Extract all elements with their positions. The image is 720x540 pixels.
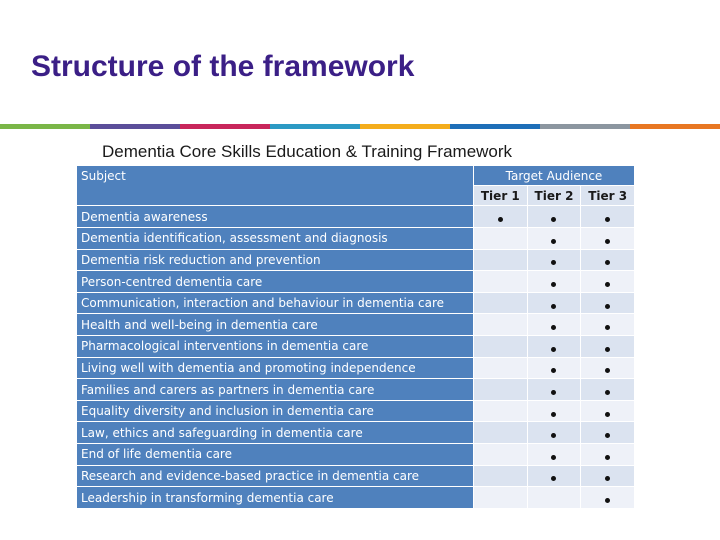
subject-cell: Leadership in transforming dementia care [77, 487, 474, 509]
tier-1-cell [474, 206, 528, 228]
bullet-dot-icon [551, 347, 556, 352]
target-audience-header: Target Audience [474, 166, 635, 186]
subject-cell: Dementia identification, assessment and diagnosis [77, 227, 474, 249]
subject-cell: Communication, interaction and behaviour in dementia care [77, 292, 474, 314]
slide-title: Structure of the framework [31, 50, 415, 83]
tier-1-cell [474, 336, 528, 358]
tier-3-cell [581, 314, 635, 336]
bullet-dot-icon [605, 498, 610, 503]
bullet-dot-icon [551, 368, 556, 373]
tier-2-cell [527, 465, 581, 487]
bullet-dot-icon [551, 412, 556, 417]
tier-3-cell [581, 400, 635, 422]
table-row [77, 314, 635, 336]
tier-2-cell [527, 379, 581, 401]
table-row [77, 422, 635, 444]
table-row [77, 444, 635, 466]
bullet-dot-icon [605, 239, 610, 244]
tier-3-cell [581, 357, 635, 379]
tier-1-cell [474, 487, 528, 509]
table-row [77, 379, 635, 401]
accent-bar-segment [540, 124, 630, 129]
tier-1-cell [474, 292, 528, 314]
tier-3-cell [581, 444, 635, 466]
bullet-dot-icon [551, 304, 556, 309]
framework-table [76, 165, 635, 509]
accent-color-bar [0, 124, 720, 129]
tier-3-header: Tier 3 [581, 186, 635, 206]
table-row [77, 271, 635, 293]
table-row [77, 357, 635, 379]
tier-2-cell [527, 249, 581, 271]
bullet-dot-icon [605, 282, 610, 287]
table-row [77, 206, 635, 228]
accent-bar-segment [360, 124, 450, 129]
tier-2-cell [527, 314, 581, 336]
table-row [77, 400, 635, 422]
bullet-dot-icon [605, 390, 610, 395]
bullet-dot-icon [605, 325, 610, 330]
tier-2-cell [527, 336, 581, 358]
bullet-dot-icon [551, 217, 556, 222]
accent-bar-segment [0, 124, 90, 129]
bullet-dot-icon [605, 433, 610, 438]
bullet-dot-icon [551, 239, 556, 244]
subject-cell: Dementia awareness [77, 206, 474, 228]
table-row [77, 292, 635, 314]
subject-cell: Law, ethics and safeguarding in dementia care [77, 422, 474, 444]
bullet-dot-icon [498, 217, 503, 222]
bullet-dot-icon [605, 304, 610, 309]
tier-3-cell [581, 465, 635, 487]
table-row [77, 336, 635, 358]
tier-2-cell [527, 357, 581, 379]
table-row [77, 249, 635, 271]
tier-1-cell [474, 400, 528, 422]
tier-2-cell [527, 487, 581, 509]
bullet-dot-icon [551, 433, 556, 438]
bullet-dot-icon [551, 455, 556, 460]
bullet-dot-icon [551, 476, 556, 481]
tier-1-header: Tier 1 [474, 186, 528, 206]
tier-3-cell [581, 422, 635, 444]
tier-3-cell [581, 379, 635, 401]
subject-cell: Person-centred dementia care [77, 271, 474, 293]
accent-bar-segment [450, 124, 540, 129]
subject-cell: Living well with dementia and promoting independence [77, 357, 474, 379]
subject-column-header: Subject [77, 166, 474, 206]
tier-1-cell [474, 422, 528, 444]
tier-1-cell [474, 379, 528, 401]
tier-3-cell [581, 249, 635, 271]
table-row [77, 465, 635, 487]
tier-1-cell [474, 465, 528, 487]
tier-2-cell [527, 292, 581, 314]
bullet-dot-icon [551, 325, 556, 330]
subject-cell: Dementia risk reduction and prevention [77, 249, 474, 271]
table-row [77, 487, 635, 509]
tier-3-cell [581, 336, 635, 358]
subject-cell: Equality diversity and inclusion in dementia care [77, 400, 474, 422]
tier-2-header: Tier 2 [527, 186, 581, 206]
bullet-dot-icon [605, 412, 610, 417]
tier-2-cell [527, 422, 581, 444]
accent-bar-segment [270, 124, 360, 129]
bullet-dot-icon [551, 260, 556, 265]
tier-2-cell [527, 271, 581, 293]
accent-bar-segment [180, 124, 270, 129]
tier-3-cell [581, 227, 635, 249]
subject-cell: Health and well-being in dementia care [77, 314, 474, 336]
subject-cell: Families and carers as partners in dementia care [77, 379, 474, 401]
bullet-dot-icon [605, 347, 610, 352]
tier-3-cell [581, 292, 635, 314]
bullet-dot-icon [551, 390, 556, 395]
tier-1-cell [474, 357, 528, 379]
tier-3-cell [581, 271, 635, 293]
tier-1-cell [474, 227, 528, 249]
accent-bar-segment [90, 124, 180, 129]
tier-2-cell [527, 444, 581, 466]
subject-cell: Pharmacological interventions in dementia care [77, 336, 474, 358]
bullet-dot-icon [605, 476, 610, 481]
bullet-dot-icon [551, 282, 556, 287]
tier-1-cell [474, 444, 528, 466]
tier-2-cell [527, 227, 581, 249]
tier-1-cell [474, 249, 528, 271]
bullet-dot-icon [605, 217, 610, 222]
accent-bar-segment [630, 124, 720, 129]
tier-1-cell [474, 271, 528, 293]
table-row [77, 227, 635, 249]
tier-2-cell [527, 400, 581, 422]
tier-2-cell [527, 206, 581, 228]
framework-subtitle: Dementia Core Skills Education & Training Framework [102, 142, 513, 161]
framework-table-body [77, 206, 635, 509]
subject-cell: End of life dementia care [77, 444, 474, 466]
bullet-dot-icon [605, 368, 610, 373]
subject-cell: Research and evidence-based practice in dementia care [77, 465, 474, 487]
tier-3-cell [581, 487, 635, 509]
bullet-dot-icon [605, 455, 610, 460]
tier-1-cell [474, 314, 528, 336]
bullet-dot-icon [605, 260, 610, 265]
tier-3-cell [581, 206, 635, 228]
